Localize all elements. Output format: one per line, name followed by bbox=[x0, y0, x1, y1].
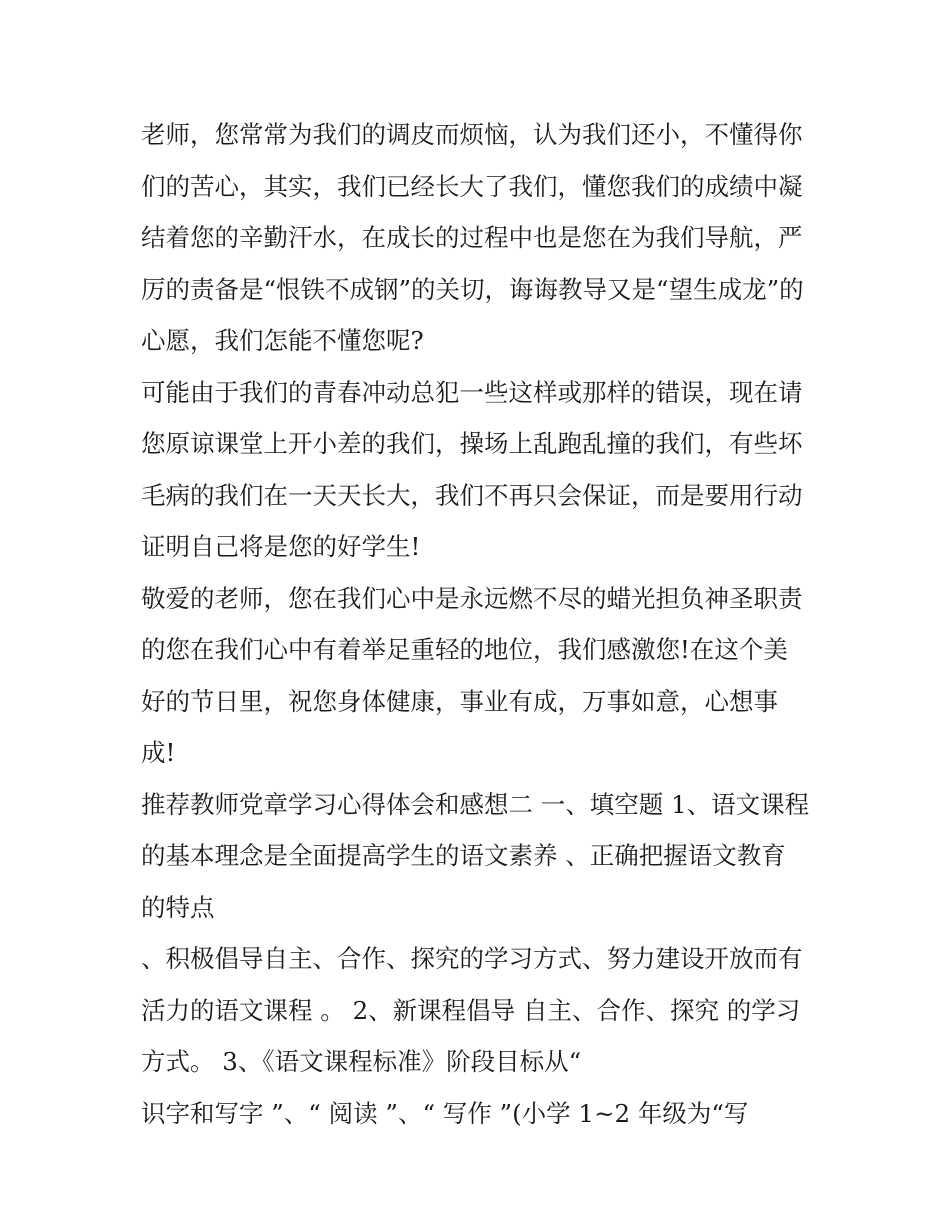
text-line: 们的苦心，其实，我们已经长大了我们，懂您我们的成绩中凝 bbox=[141, 171, 803, 201]
text-line: 厉的责备是“恨铁不成钢”的关切，诲诲教导又是“望生成龙”的 bbox=[141, 274, 804, 304]
text-line: 证明自己将是您的好学生! bbox=[141, 532, 421, 561]
text-line: 敬爱的老师，您在我们心中是永远燃不尽的蜡光担负神圣职责 bbox=[141, 583, 803, 613]
text-line: 的基本理念是全面提高学生的语文素养 、正确把握语文教育 bbox=[141, 841, 786, 870]
text-line: 心愿，我们怎能不懂您呢? bbox=[141, 326, 424, 355]
text-line: 、积极倡导自主、合作、探究的学习方式、努力建设开放而有 bbox=[141, 944, 803, 973]
text-line: 的您在我们心中有着举足重轻的地位，我们感激您!在这个美 bbox=[141, 635, 788, 664]
text-line: 的特点 bbox=[141, 892, 215, 922]
text-line: 您原谅课堂上开小差的我们，操场上乱跑乱撞的我们，有些坏 bbox=[141, 429, 803, 458]
text-line: 老师，您常常为我们的调皮而烦恼，认为我们还小，不懂得你 bbox=[141, 120, 803, 149]
text-line: 结着您的辛勤汗水，在成长的过程中也是您在为我们导航，严 bbox=[141, 223, 803, 252]
text-line: 活力的语文课程 。 2、新课程倡导 自主、合作、探究 的学习 bbox=[141, 995, 801, 1025]
document-body bbox=[141, 109, 821, 1139]
text-line: 方式。 3、《语文课程标准》阶段目标从“ bbox=[141, 1047, 582, 1076]
text-line: 毛病的我们在一天天长大，我们不再只会保证，而是要用行动 bbox=[141, 480, 803, 510]
text-line: 可能由于我们的青春冲动总犯一些这样或那样的错误，现在请 bbox=[141, 377, 803, 407]
text-line: 成! bbox=[141, 738, 176, 767]
text-line: 好的节日里，祝您身体健康，事业有成，万事如意，心想事 bbox=[141, 686, 778, 716]
text-line: 识字和写字 ”、“ 阅读 ”、“ 写作 ”(小学 1~2 年级为“写 bbox=[141, 1098, 749, 1128]
text-line: 推荐教师党章学习心得体会和感想二 一、填空题 1、语文课程 bbox=[141, 789, 810, 819]
